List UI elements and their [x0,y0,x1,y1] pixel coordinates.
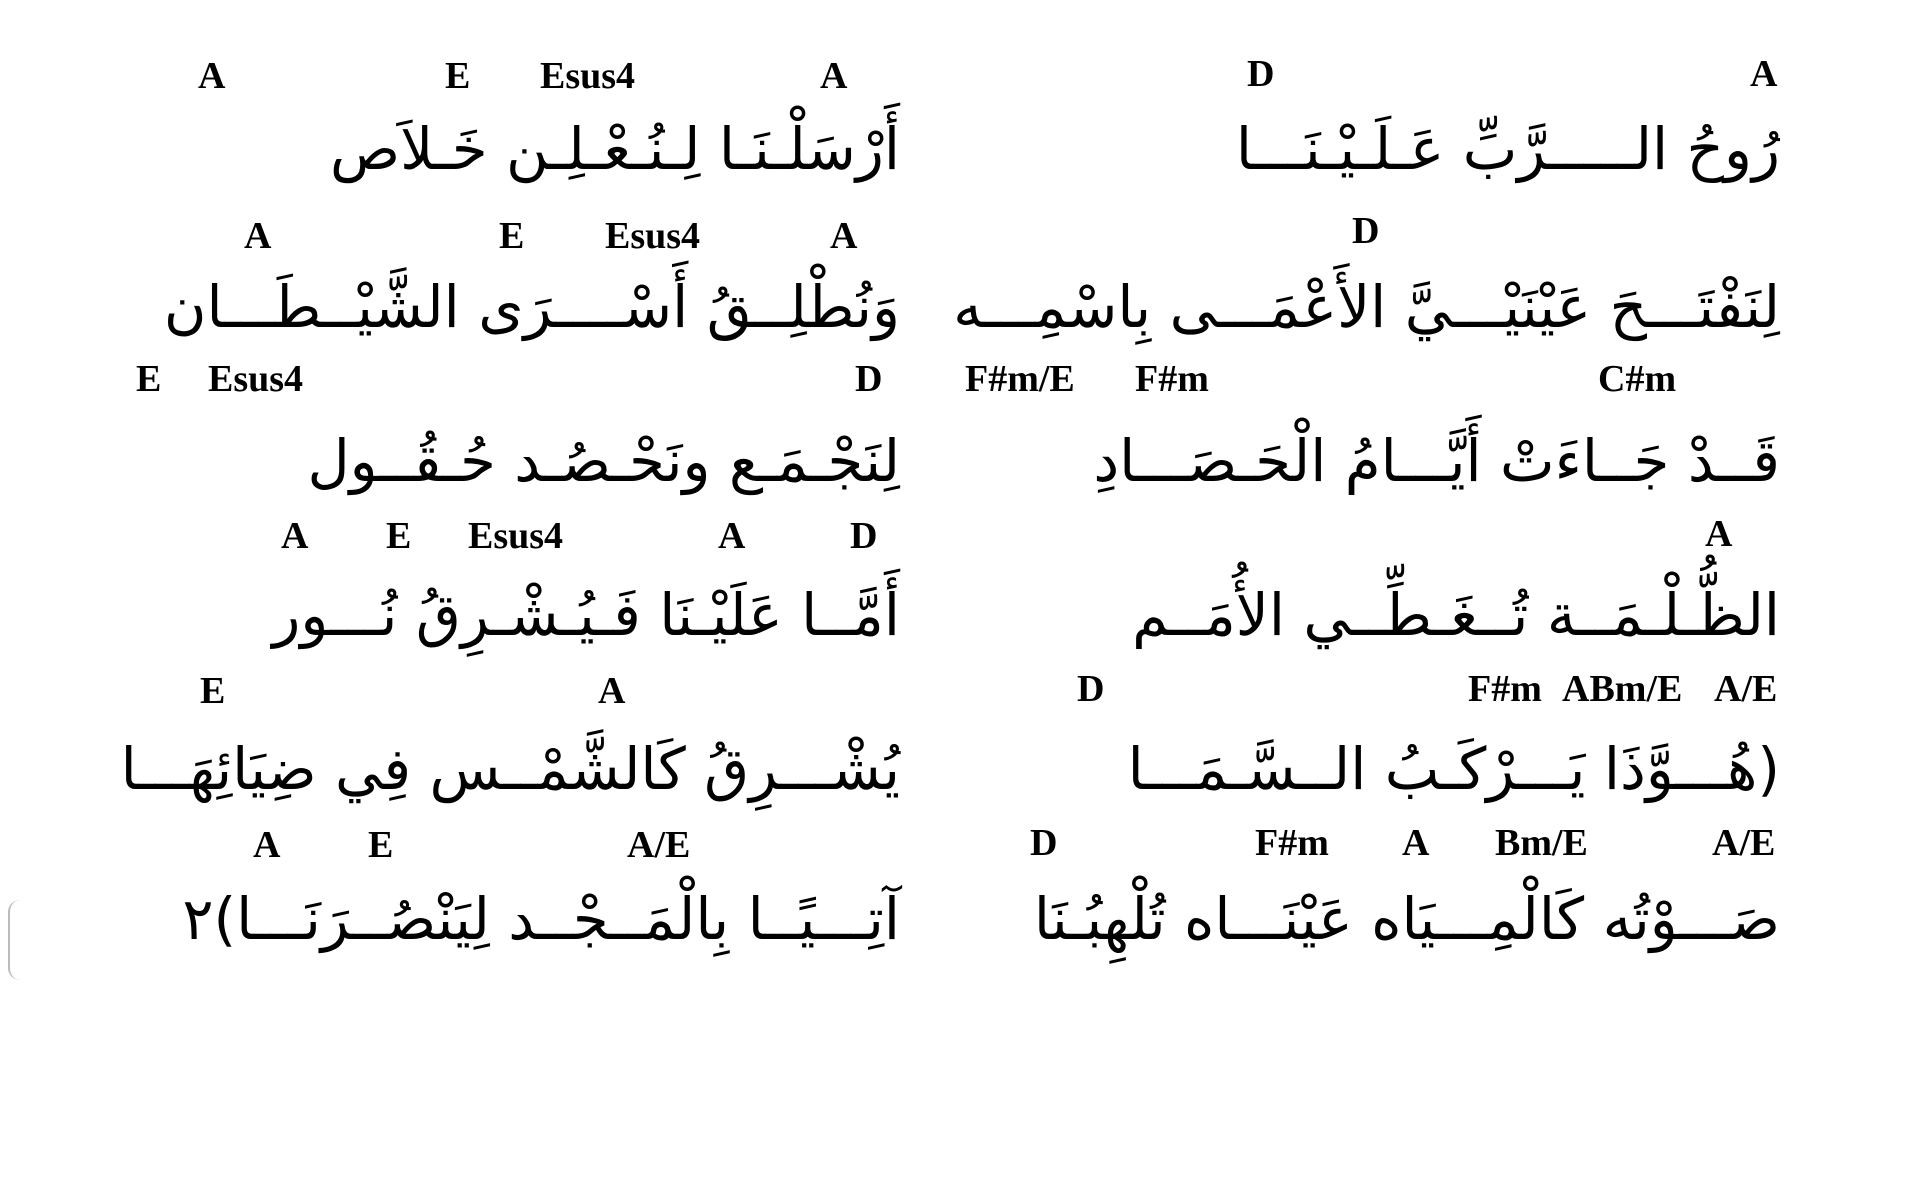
chord: D [1030,822,1058,864]
lyric-line-right: لِنَفْتَـــحَ عَيْنَيْـــيَّ الأَعْمَـــى بِاسْمِـــه [953,273,1780,341]
chord: E [368,824,394,866]
chord: D [1077,668,1105,710]
lyric-line-right: صَـــوْتُه كَالْمِـــيَاه عَيْنَـــاه تُلْهِبُـنَا [1033,885,1780,953]
chord: E [445,55,471,97]
chord: Esus4 [540,55,636,97]
lyric-line-left: لِنَجْـمَـع ونَحْـصُـد حُـقُــول [307,427,900,495]
chord: A [718,515,746,557]
chord: F#m [1255,822,1329,864]
chord: E [386,515,412,557]
chord: A [281,515,309,557]
chord: A/E [1714,668,1778,710]
chord: A [830,215,858,257]
lyric-line-right: الظُّـلْـمَــة تُــغَـطِّــي الأُمَــم [1132,581,1780,649]
lyric-line-left: وَنُطْلِــقُ أَسْــــرَى الشَّيْــطَـــان [163,273,900,341]
chord: D [855,358,883,400]
chord: ABm/E [1562,668,1683,710]
lyric-line-left: آتِـــيًــا بِالْمَــجْــد لِيَنْصُــرَنَـــا)٢ [182,885,900,953]
chord: A [1402,822,1430,864]
chord: Esus4 [208,358,304,400]
margin-mark [8,900,20,980]
chord: E [136,358,162,400]
chord: F#m/E [965,358,1075,400]
lyric-line-left: أَمَّــا عَلَيْـنَا فَـيُـشْـرِقُ نُـــور [272,581,900,649]
chord: A/E [1712,822,1776,864]
chord: A [253,824,281,866]
chord: E [499,215,525,257]
lyric-line-left: أَرْسَلْـنَـا لِـنُـعْـلِـن خَـلاَص [329,115,900,183]
chord: E [200,670,226,712]
chord: A [198,55,226,97]
chord: D [1352,210,1380,252]
chord: A [244,215,272,257]
chord: F#m [1135,358,1209,400]
lyric-line-left: يُشْـــرِقُ كَالشَّمْــس فِي ضِيَائِهَـــا [120,735,900,803]
chord: A [1705,513,1733,555]
chord: A [598,670,626,712]
chord: Esus4 [468,515,564,557]
chord: D [1247,53,1275,95]
chord: C#m [1598,358,1677,400]
chord: Bm/E [1495,822,1588,864]
chord: A [820,55,848,97]
lyric-line-right: رُوحُ الـــــرَّبِّ عَـلَـيْـنَـــا [1235,115,1780,183]
lyric-line-right: قَــدْ جَــاءَتْ أَيَّـــامُ الْحَـصَـــادِ [1093,427,1780,495]
chord: A/E [627,824,691,866]
chord: Esus4 [605,215,701,257]
chord: A [1750,53,1778,95]
chord: F#m [1468,668,1542,710]
chord: D [850,515,878,557]
lyric-line-right: (هُـــوَّذَا يَـــرْكَـبُ الــسَّـمَـــا [1127,735,1780,803]
